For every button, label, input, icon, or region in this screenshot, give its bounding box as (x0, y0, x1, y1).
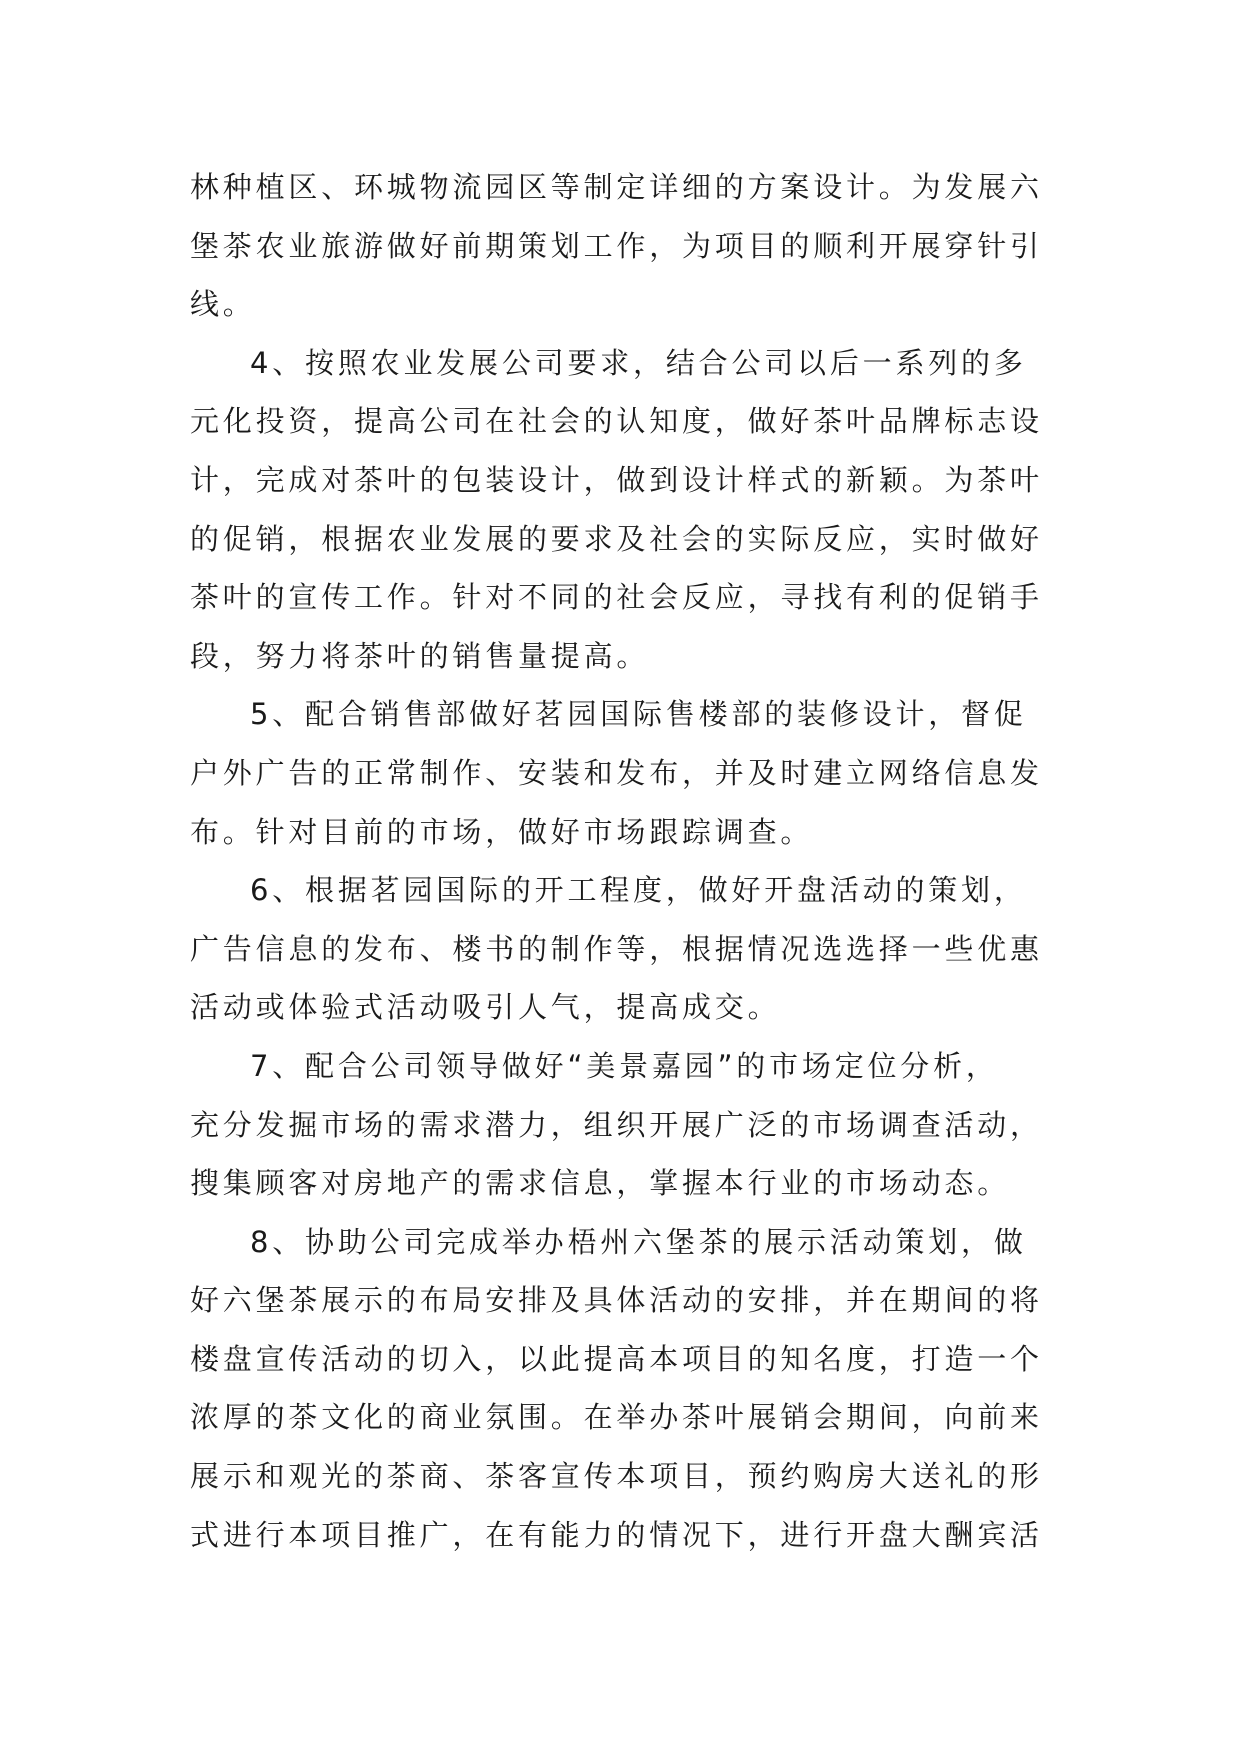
text-line: 茶叶的宣传工作。针对不同的社会反应，寻找有利的促销手 (190, 580, 1043, 615)
text-line: 线。 (190, 287, 256, 322)
text-line: 户外广告的正常制作、安装和发布，并及时建立网络信息发 (190, 755, 1043, 790)
text-line: 浓厚的茶文化的商业氛围。在举办茶叶展销会期间，向前来 (190, 1400, 1043, 1435)
text-line: 好六堡茶展示的布局安排及具体活动的安排，并在期间的将 (190, 1283, 1043, 1318)
text-line: 元化投资，提高公司在社会的认知度，做好茶叶品牌标志设 (190, 404, 1043, 439)
text-line: 的促销，根据农业发展的要求及社会的实际反应，实时做好 (190, 521, 1043, 556)
text-line: 充分发掘市场的需求潜力，组织开展广泛的市场调查活动， (190, 1107, 1043, 1142)
text-line: 展示和观光的茶商、茶客宣传本项目，预约购房大送礼的形 (190, 1459, 1043, 1494)
text-line: 林种植区、环城物流园区等制定详细的方案设计。为发展六 (190, 170, 1043, 204)
text-line: 堡茶农业旅游做好前期策划工作，为项目的顺利开展穿针引 (190, 228, 1043, 263)
text-line: 计，完成对茶叶的包装设计，做到设计样式的新颖。为茶叶 (190, 462, 1043, 497)
document-body (190, 158, 1070, 1564)
text-line: 楼盘宣传活动的切入，以此提高本项目的知名度，打造一个 (190, 1341, 1043, 1376)
paragraph-8-start: 8、协助公司完成举办梧州六堡茶的展示活动策划，做 (250, 1224, 1027, 1259)
paragraph-7-start: 7、配合公司领导做好“美景嘉园”的市场定位分析， (250, 1048, 999, 1083)
text-line: 广告信息的发布、楼书的制作等，根据情况选选择一些优惠 (190, 931, 1043, 966)
text-line: 段，努力将茶叶的销售量提高。 (190, 638, 650, 673)
text-line: 式进行本项目推广，在有能力的情况下，进行开盘大酬宾活 (190, 1517, 1043, 1552)
paragraph-4-start: 4、按照农业发展公司要求，结合公司以后一系列的多 (250, 345, 1027, 380)
text-line: 搜集顾客对房地产的需求信息，掌握本行业的市场动态。 (190, 1166, 1011, 1201)
paragraph-5-start: 5、配合销售部做好茗园国际售楼部的装修设计，督促 (250, 697, 1027, 732)
text-line: 活动或体验式活动吸引人气，提高成交。 (190, 990, 781, 1025)
paragraph-6-start: 6、根据茗园国际的开工程度，做好开盘活动的策划， (250, 873, 1027, 908)
text-line: 布。针对目前的市场，做好市场跟踪调查。 (190, 814, 814, 849)
